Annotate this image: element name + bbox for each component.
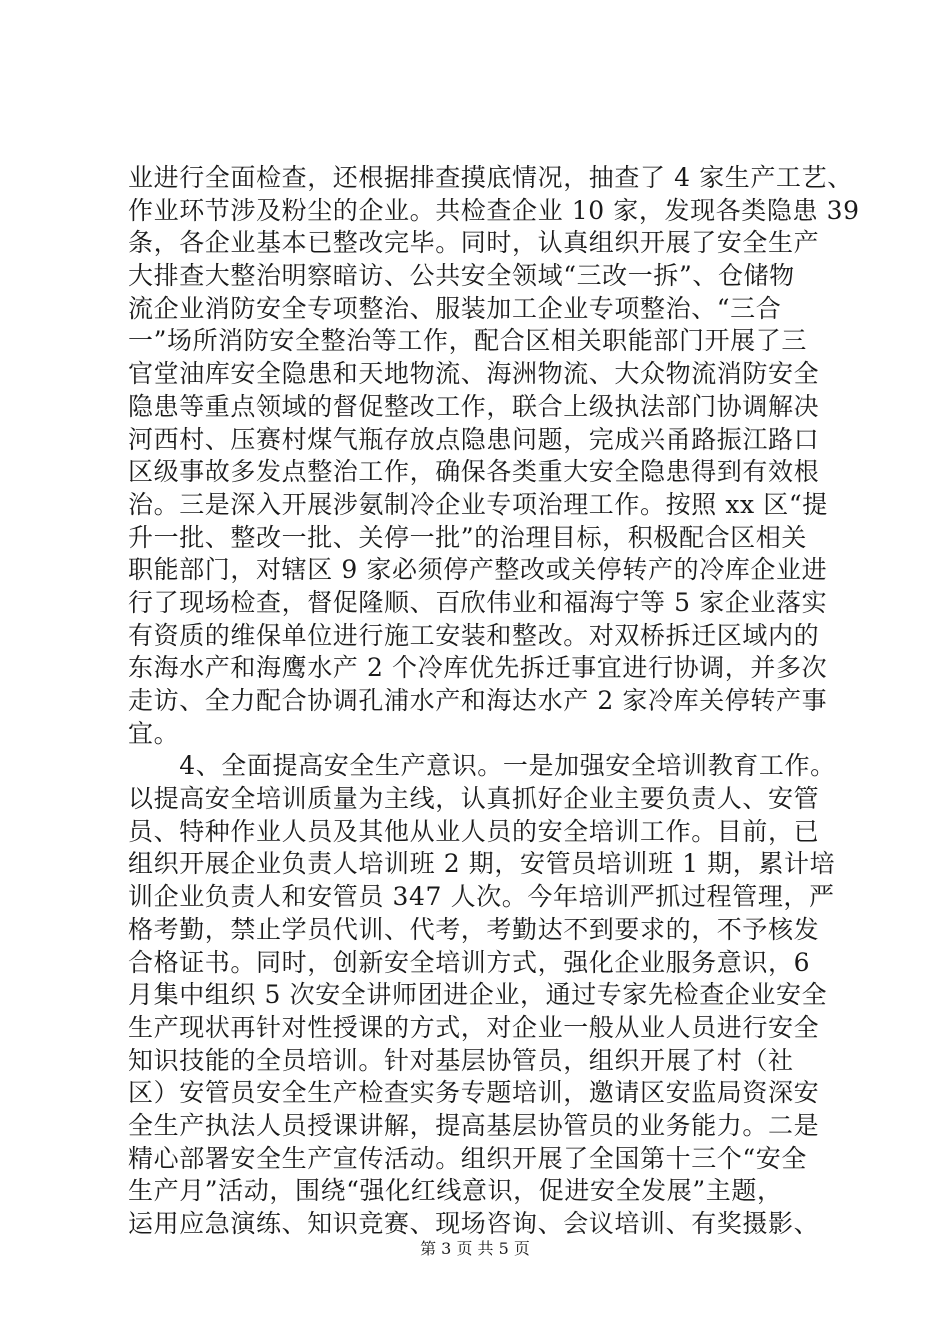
- text-line: 走访、全力配合协调孔浦水产和海达水产 2 家冷库关停转产事: [128, 686, 828, 715]
- text-line: 精心部署安全生产宣传活动。组织开展了全国第十三个“安全: [128, 1143, 807, 1173]
- paragraph-start-line: 4、全面提高安全生产意识。一是加强安全培训教育工作。: [128, 751, 836, 781]
- text-line: 格考勤，禁止学员代训、代考，考勤达不到要求的，不予核发: [128, 914, 820, 944]
- text-line: 合格证书。同时，创新安全培训方式，强化企业服务意识，6: [128, 947, 811, 977]
- page-number-footer: 第 3 页 共 5 页: [420, 1239, 530, 1258]
- text-line: 有资质的维保单位进行施工安装和整改。对双桥拆迁区域内的: [128, 620, 820, 650]
- text-line: 官堂油库安全隐患和天地物流、海洲物流、大众物流消防安全: [128, 359, 820, 389]
- text-line: 流企业消防安全专项整治、服装加工企业专项整治、“三合: [128, 293, 782, 323]
- text-line: 业进行全面检查，还根据排查摸底情况，抽查了 4 家生产工艺、: [128, 163, 853, 192]
- text-line: 生产现状再针对性授课的方式，对企业一般从业人员进行安全: [128, 1012, 820, 1042]
- text-line: 组织开展企业负责人培训班 2 期，安管员培训班 1 期，累计培: [128, 849, 836, 879]
- text-line: 河西村、压赛村煤气瓶存放点隐患问题，完成兴甬路振江路口: [128, 424, 820, 454]
- text-line: 知识技能的全员培训。针对基层协管员，组织开展了村（社: [128, 1045, 794, 1075]
- text-line: 隐患等重点领域的督促整改工作，联合上级执法部门协调解决: [128, 391, 820, 421]
- text-line: 大排查大整治明察暗访、公共安全领域“三改一拆”、仓储物: [128, 261, 795, 291]
- text-line: 训企业负责人和安管员 347 人次。今年培训严抓过程管理，严: [128, 882, 835, 912]
- text-line: 作业环节涉及粉尘的企业。共检查企业 10 家，发现各类隐患 39: [128, 195, 860, 225]
- text-line: 全生产执法人员授课讲解，提高基层协管员的业务能力。二是: [128, 1110, 820, 1140]
- text-line: 宜。: [128, 718, 180, 748]
- text-line: 升一批、整改一批、关停一批”的治理目标，积极配合区相关: [128, 522, 807, 552]
- text-line: 员、特种作业人员及其他从业人员的安全培训工作。目前，已: [128, 816, 820, 846]
- text-line: 生产月”活动，围绕“强化红线意识，促进安全发展”主题，: [128, 1176, 783, 1206]
- text-line: 东海水产和海鹰水产 2 个冷库优先拆迁事宜进行协调，并多次: [128, 653, 828, 683]
- text-line: 以提高安全培训质量为主线，认真抓好企业主要负责人、安管: [128, 784, 820, 814]
- text-line: 职能部门，对辖区 9 家必须停产整改或关停转产的冷库企业进: [128, 555, 828, 585]
- text-line: 条，各企业基本已整改完毕。同时，认真组织开展了安全生产: [128, 228, 820, 258]
- text-line: 一”场所消防安全整治等工作，配合区相关职能部门开展了三: [128, 326, 807, 356]
- text-line: 区级事故多发点整治工作，确保各类重大安全隐患得到有效根: [128, 457, 820, 487]
- text-line: 行了现场检查，督促隆顺、百欣伟业和福海宁等 5 家企业落实: [128, 587, 828, 617]
- document-body: [128, 162, 860, 1241]
- text-line: 治。三是深入开展涉氨制冷企业专项治理工作。按照 xx 区“提: [128, 489, 828, 519]
- text-line: 区）安管员安全生产检查实务专题培训，邀请区安监局资深安: [128, 1078, 820, 1108]
- text-line: 月集中组织 5 次安全讲师团进企业，通过专家先检查企业安全: [128, 980, 828, 1010]
- text-line: 运用应急演练、知识竞赛、现场咨询、会议培训、有奖摄影、: [128, 1209, 820, 1238]
